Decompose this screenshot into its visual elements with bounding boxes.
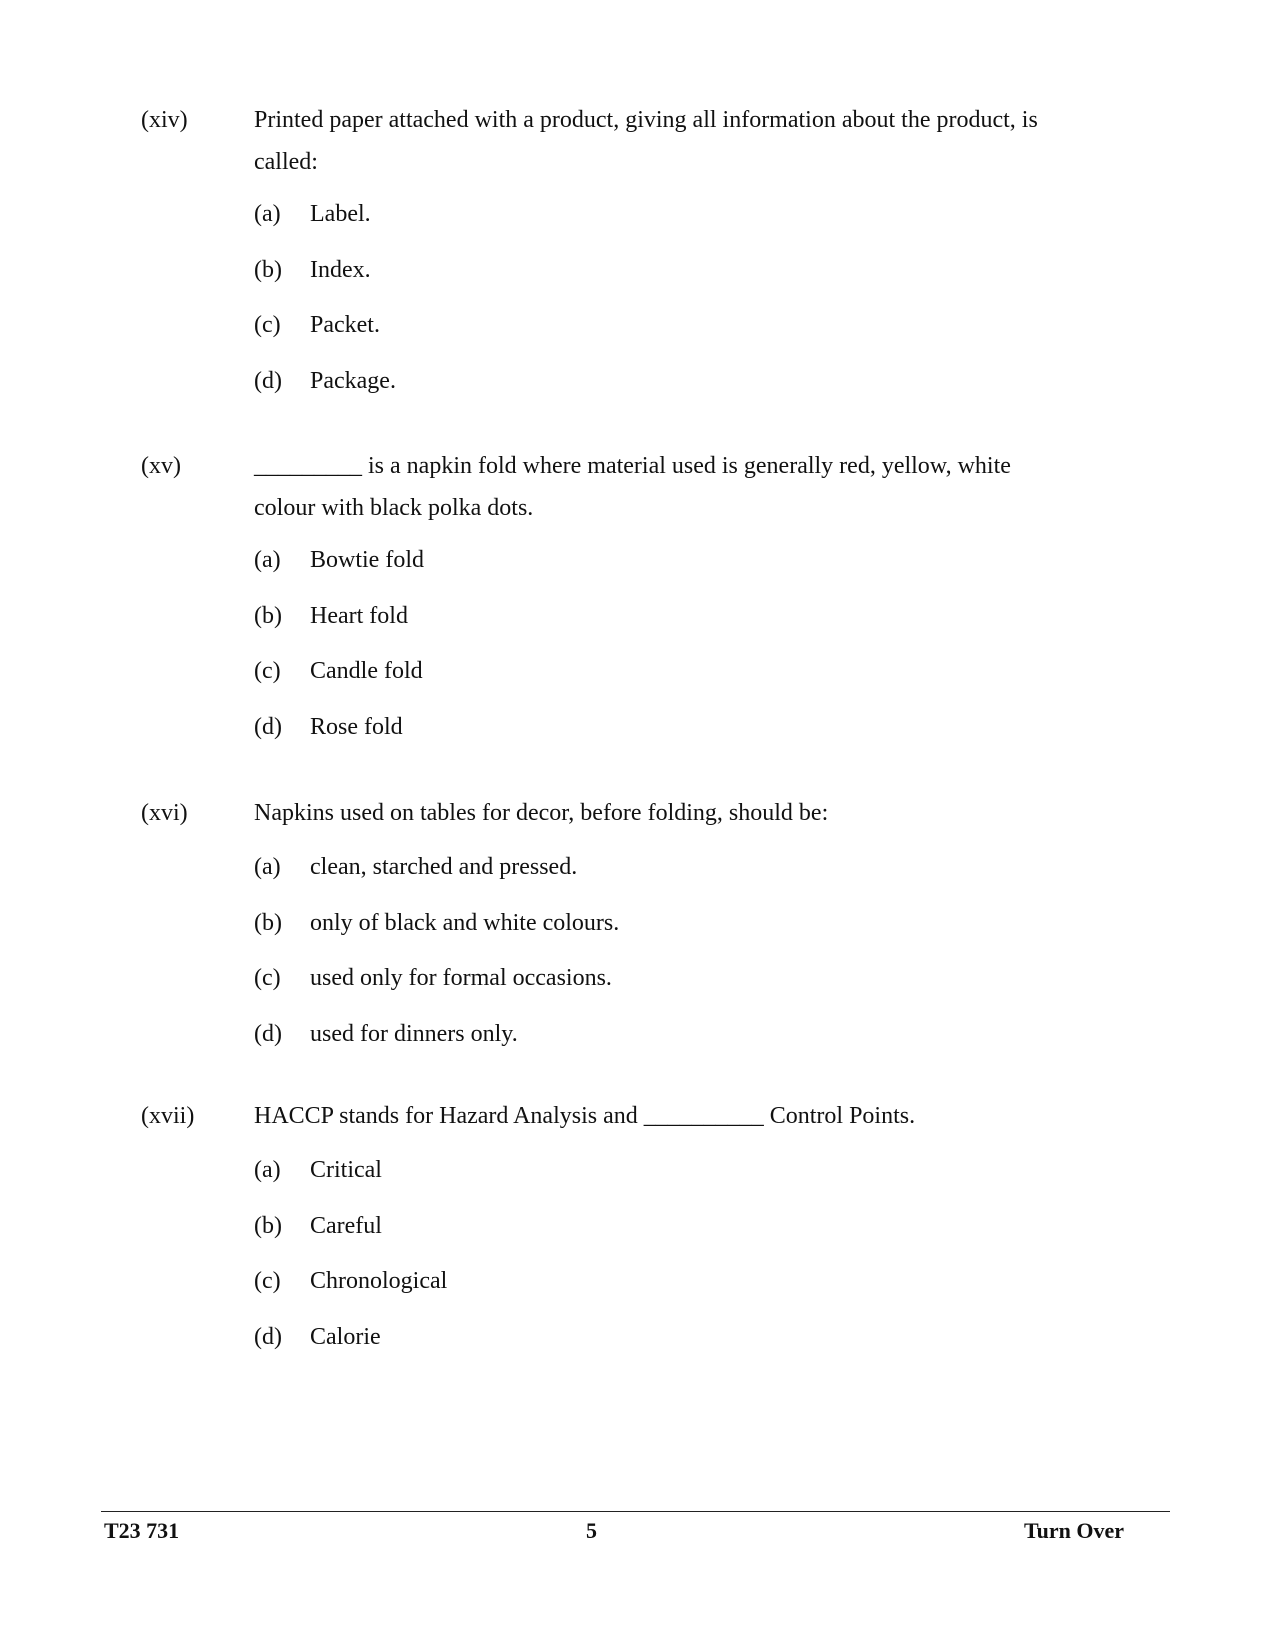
option-letter: (b) bbox=[254, 256, 282, 283]
option-a bbox=[254, 852, 1054, 908]
option-letter: (d) bbox=[254, 713, 282, 740]
option-d bbox=[254, 366, 1054, 422]
option-letter: (d) bbox=[254, 367, 282, 394]
option-letter: (a) bbox=[254, 201, 281, 227]
option-a bbox=[254, 199, 1054, 255]
question-number: (xvii) bbox=[141, 1103, 195, 1129]
question-number: (xv) bbox=[141, 453, 181, 479]
option-letter: (b) bbox=[254, 909, 282, 936]
option-text: Candle fold bbox=[310, 658, 423, 684]
option-letter: (c) bbox=[254, 1268, 281, 1294]
option-text: Critical bbox=[310, 1157, 382, 1183]
question-text: _________ is a napkin fold where material used is generally red, yellow, white colour with black polka dots. bbox=[254, 453, 1011, 521]
option-text: only of black and white colours. bbox=[310, 909, 620, 936]
option-text: Careful bbox=[310, 1212, 382, 1239]
option-c bbox=[254, 963, 1054, 1019]
option-b bbox=[254, 601, 1054, 657]
option-text: Packet. bbox=[310, 312, 380, 338]
page-number: 5 bbox=[586, 1518, 597, 1543]
option-letter: (d) bbox=[254, 1020, 282, 1047]
option-letter: (a) bbox=[254, 1157, 281, 1183]
option-text: clean, starched and pressed. bbox=[310, 854, 578, 880]
question-text: Printed paper attached with a product, giving all information about the product, is called: bbox=[254, 107, 1038, 175]
option-letter: (c) bbox=[254, 965, 281, 991]
option-a bbox=[254, 545, 1054, 601]
option-d bbox=[254, 712, 1054, 768]
option-letter: (d) bbox=[254, 1323, 282, 1350]
option-text: Heart fold bbox=[310, 602, 408, 629]
option-text: Calorie bbox=[310, 1323, 381, 1350]
turn-over-label: Turn Over bbox=[1023, 1518, 1124, 1543]
option-a bbox=[254, 1155, 1054, 1211]
question-text: Napkins used on tables for decor, before folding, should be: bbox=[254, 800, 829, 826]
question-number: (xiv) bbox=[141, 107, 188, 133]
options-list bbox=[254, 1155, 1054, 1377]
option-d bbox=[254, 1019, 1054, 1075]
option-text: Label. bbox=[310, 201, 371, 227]
option-c bbox=[254, 1266, 1054, 1322]
options-list bbox=[254, 199, 1054, 421]
option-text: Rose fold bbox=[310, 713, 403, 740]
option-text: Chronological bbox=[310, 1268, 448, 1294]
options-list bbox=[254, 852, 1054, 1074]
option-text: Package. bbox=[310, 367, 396, 394]
option-letter: (a) bbox=[254, 854, 281, 880]
question-text: HACCP stands for Hazard Analysis and __________ Control Points. bbox=[254, 1103, 916, 1129]
footer-divider bbox=[101, 1511, 1170, 1512]
option-c bbox=[254, 310, 1054, 366]
option-letter: (c) bbox=[254, 658, 281, 684]
option-b bbox=[254, 255, 1054, 311]
paper-code: T23 731 bbox=[104, 1518, 180, 1543]
option-b bbox=[254, 908, 1054, 964]
option-letter: (a) bbox=[254, 547, 281, 573]
option-text: Bowtie fold bbox=[310, 547, 424, 573]
option-text: used only for formal occasions. bbox=[310, 965, 612, 991]
option-c bbox=[254, 656, 1054, 712]
question-number: (xvi) bbox=[141, 800, 188, 826]
option-text: used for dinners only. bbox=[310, 1020, 518, 1047]
option-b bbox=[254, 1211, 1054, 1267]
option-letter: (c) bbox=[254, 312, 281, 338]
options-list bbox=[254, 545, 1054, 767]
option-text: Index. bbox=[310, 256, 371, 283]
option-letter: (b) bbox=[254, 602, 282, 629]
option-letter: (b) bbox=[254, 1212, 282, 1239]
option-d bbox=[254, 1322, 1054, 1378]
